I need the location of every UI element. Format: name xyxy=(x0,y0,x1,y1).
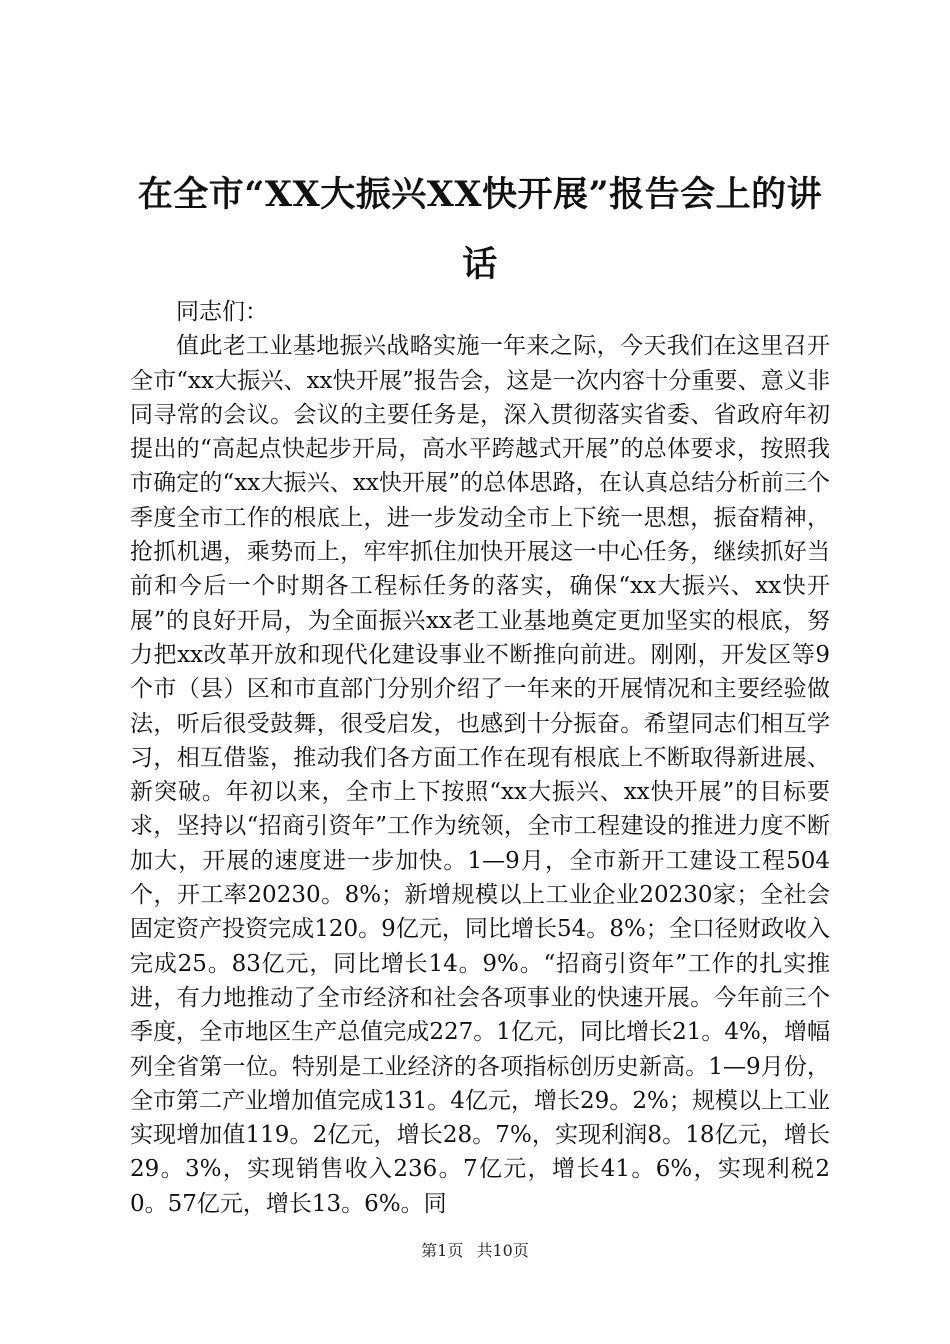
salutation: 同志们： xyxy=(176,299,268,325)
document-title xyxy=(120,160,840,300)
page-number: 第1页 xyxy=(421,1241,464,1260)
page-footer xyxy=(0,1238,950,1261)
page-total: 共10页 xyxy=(476,1241,529,1260)
document-body xyxy=(130,295,830,1221)
title-line-2: 话 xyxy=(462,244,498,285)
title-line-1: 在全市“XX大振兴XX快开展”报告会上的讲 xyxy=(137,174,823,215)
body-paragraph: 值此老工业基地振兴战略实施一年来之际，今天我们在这里召开全市“xx大振兴、xx快开展”报告会，这是一次内容十分重要、意义非同寻常的会议。会议的主要任务是，深入贯彻落实省委、省政府年初提出的“高起点快起步开局，高水平跨越式开展”的总体要求，按照我市确定的“xx大振兴、xx快开展”的总体思路，在认真总结分析前三个季度全市工作的根底上，进一步发动全市上下统一思想，振奋精神，抢抓机遇，乘势而上，牢牢抓住加快开展这一中心任务，继续抓好当前和今后一个时期各工程标任务的落实，确保“xx大振兴、xx快开展”的良好开局，为全面振兴xx老工业基地奠定更加坚实的根底，努力把xx改革开放和现代化建设事业不断推向前进。刚刚，开发区等9个市（县）区和市直部门分别介绍了一年来的开展情况和主要经验做法，听后很受鼓舞，很受启发，也感到十分振奋。希望同志们相互学习，相互借鉴，推动我们各方面工作在现有根底上不断取得新进展、新突破。年初以来，全市上下按照“xx大振兴、xx快开展”的目标要求，坚持以“招商引资年”工作为统领，全市工程建设的推进力度不断加大，开展的速度进一步加快。1—9月，全市新开工建设工程504个，开工率20230。8%；新增规模以上工业企业20230家；全社会固定资产投资完成120。9亿元，同比增长54。8%；全口径财政收入完成25。83亿元，同比增长14。9%。“招商引资年”工作的扎实推进，有力地推动了全市经济和社会各项事业的快速开展。今年前三个季度，全市地区生产总值完成227。1亿元，同比增长21。4%，增幅列全省第一位。特别是工业经济的各项指标创历史新高。1—9月份，全市第二产业增加值完成131。4亿元，增长29。2%；规模以上工业实现增加值119。2亿元，增长28。7%，实现利润8。18亿元，增长29。3%，实现销售收入236。7亿元，增长41。6%，实现利税20。57亿元，增长13。6%。同 xyxy=(130,333,830,1217)
